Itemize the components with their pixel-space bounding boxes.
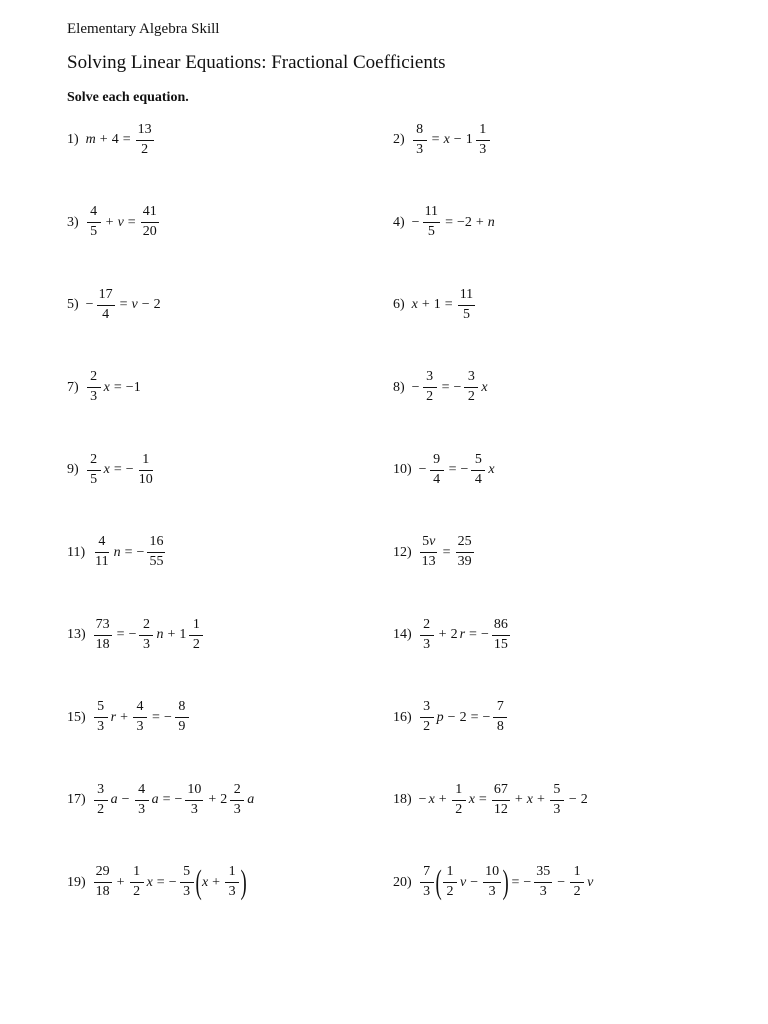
numerator: 1 bbox=[443, 865, 457, 883]
numerator: 10 bbox=[185, 783, 203, 801]
term: − bbox=[460, 462, 469, 477]
denominator: 39 bbox=[457, 554, 472, 569]
numerator: 4 bbox=[95, 535, 109, 553]
numerator: 7 bbox=[493, 700, 507, 718]
operator: − bbox=[557, 874, 566, 890]
operator: − bbox=[447, 709, 456, 725]
operator: + bbox=[421, 297, 430, 312]
numerator: 1 bbox=[570, 865, 584, 883]
numerator: 67 bbox=[492, 783, 510, 801]
fraction bbox=[87, 370, 101, 404]
numerator: 11 bbox=[423, 205, 440, 223]
denominator: 3 bbox=[539, 884, 547, 899]
denominator: 2 bbox=[192, 636, 200, 652]
problem-number: 15) bbox=[67, 709, 86, 725]
fraction bbox=[141, 205, 159, 239]
term: − bbox=[482, 709, 491, 725]
denominator: 3 bbox=[136, 719, 144, 734]
operator: + bbox=[208, 792, 217, 807]
operator: − bbox=[568, 792, 577, 807]
problem-number: 13) bbox=[67, 627, 86, 642]
problem-13 bbox=[67, 605, 205, 665]
fraction bbox=[137, 453, 155, 487]
equation bbox=[411, 370, 489, 404]
denominator: 3 bbox=[233, 801, 241, 817]
problem-20 bbox=[393, 853, 594, 913]
equation bbox=[92, 865, 247, 899]
denominator: 3 bbox=[142, 636, 150, 652]
fraction bbox=[464, 370, 478, 404]
problem-number: 12) bbox=[393, 544, 412, 560]
denominator: 55 bbox=[149, 554, 164, 569]
variable: a bbox=[110, 792, 118, 807]
term: − bbox=[453, 379, 462, 395]
variable: x bbox=[443, 132, 450, 147]
parenthesis: ) bbox=[502, 863, 509, 901]
fraction bbox=[413, 123, 427, 157]
equation bbox=[91, 535, 167, 569]
equation bbox=[418, 618, 512, 652]
denominator: 18 bbox=[95, 884, 110, 899]
fraction bbox=[135, 783, 149, 817]
numerator: 73 bbox=[94, 618, 112, 636]
problem-11 bbox=[67, 523, 167, 583]
operator: = bbox=[124, 544, 133, 560]
fraction bbox=[443, 865, 457, 899]
variable: x bbox=[488, 462, 495, 477]
denominator: 12 bbox=[493, 801, 508, 817]
term: − bbox=[128, 627, 137, 642]
fraction bbox=[94, 783, 108, 817]
term: − bbox=[125, 462, 134, 477]
fraction bbox=[492, 783, 510, 817]
denominator: 3 bbox=[228, 884, 236, 899]
denominator: 5 bbox=[427, 224, 435, 239]
operator: = bbox=[162, 792, 171, 807]
numerator: 8 bbox=[175, 700, 189, 718]
variable: p bbox=[436, 709, 444, 725]
denominator: 5 bbox=[90, 471, 98, 487]
problem-18 bbox=[393, 770, 589, 830]
parenthesis: ( bbox=[195, 863, 202, 901]
fraction bbox=[97, 288, 115, 322]
term: −2 bbox=[456, 214, 472, 230]
variable: n bbox=[487, 214, 495, 230]
numerator: 4 bbox=[135, 783, 149, 801]
fraction bbox=[420, 700, 434, 734]
numerator: 11 bbox=[458, 288, 475, 306]
operator: = bbox=[448, 462, 457, 477]
fraction bbox=[570, 865, 584, 899]
denominator: 3 bbox=[423, 884, 431, 899]
denominator: 2 bbox=[133, 884, 141, 899]
problem-16 bbox=[393, 688, 509, 748]
term: − bbox=[85, 297, 94, 312]
equation bbox=[85, 123, 156, 157]
operator: + bbox=[116, 874, 125, 890]
equation bbox=[411, 205, 496, 239]
numerator: 29 bbox=[94, 865, 112, 883]
denominator: 2 bbox=[455, 801, 463, 817]
problem-number: 9) bbox=[67, 462, 79, 477]
parenthesis: ) bbox=[240, 863, 247, 901]
term: − bbox=[418, 462, 427, 477]
denominator: 8 bbox=[496, 719, 504, 734]
instructions: Solve each equation. bbox=[67, 90, 189, 105]
operator: − bbox=[141, 297, 150, 312]
denominator: 11 bbox=[95, 554, 109, 569]
variable: r bbox=[459, 627, 466, 642]
fraction bbox=[483, 865, 501, 899]
equation bbox=[411, 288, 478, 322]
numerator: 17 bbox=[97, 288, 115, 306]
numerator: 5 bbox=[180, 865, 194, 883]
numerator: 1 bbox=[452, 783, 466, 801]
variable: r bbox=[110, 709, 117, 725]
variable: m bbox=[85, 132, 96, 147]
operator: − bbox=[470, 874, 479, 890]
problem-8 bbox=[393, 358, 489, 418]
operator: = bbox=[127, 214, 136, 230]
fraction bbox=[133, 700, 147, 734]
fraction bbox=[420, 618, 434, 652]
denominator: 3 bbox=[190, 801, 198, 817]
term: 1 bbox=[433, 297, 441, 312]
denominator: 2 bbox=[426, 389, 434, 404]
parenthesis: ( bbox=[435, 863, 442, 901]
denominator: 13 bbox=[421, 554, 436, 569]
problem-number: 7) bbox=[67, 379, 79, 395]
equation bbox=[418, 453, 496, 487]
numerator: 1 bbox=[225, 865, 239, 883]
problem-number: 17) bbox=[67, 792, 86, 807]
equation bbox=[92, 618, 206, 652]
problem-4 bbox=[393, 193, 496, 253]
operator: = bbox=[478, 792, 487, 807]
numerator: 5 bbox=[471, 453, 485, 471]
problem-number: 1) bbox=[67, 132, 79, 147]
variable: x bbox=[428, 792, 435, 807]
variable: x bbox=[201, 874, 209, 890]
variable: x bbox=[411, 297, 418, 312]
variable: v bbox=[117, 214, 124, 230]
fraction bbox=[139, 618, 153, 652]
term: 2 bbox=[450, 627, 458, 642]
equation bbox=[85, 370, 142, 404]
variable: x bbox=[146, 874, 153, 890]
problem-number: 16) bbox=[393, 709, 412, 725]
operator: = bbox=[156, 874, 165, 890]
variable: a bbox=[247, 792, 255, 807]
denominator: 3 bbox=[423, 636, 431, 652]
fraction bbox=[420, 865, 434, 899]
fraction bbox=[130, 865, 144, 899]
numerator: 5 bbox=[550, 783, 564, 801]
denominator: 2 bbox=[423, 719, 431, 734]
fraction bbox=[180, 865, 194, 899]
operator: + bbox=[212, 874, 221, 890]
numerator: 3 bbox=[94, 783, 108, 801]
operator: = bbox=[445, 214, 453, 230]
denominator: 10 bbox=[138, 471, 153, 487]
numerator: 1 bbox=[139, 453, 153, 471]
operator: = bbox=[113, 379, 122, 395]
problem-number: 4) bbox=[393, 214, 405, 230]
operator: = bbox=[116, 627, 125, 642]
denominator: 5 bbox=[90, 224, 98, 239]
denominator: 3 bbox=[416, 141, 424, 157]
operator: = bbox=[441, 379, 450, 395]
term: −1 bbox=[125, 379, 141, 395]
equation bbox=[418, 865, 595, 899]
operator: + bbox=[99, 132, 108, 147]
equation bbox=[411, 123, 492, 157]
variable: v bbox=[587, 874, 594, 890]
equation bbox=[85, 288, 162, 322]
numerator: 7 bbox=[420, 865, 434, 883]
fraction bbox=[471, 453, 485, 487]
numerator: 1 bbox=[130, 865, 144, 883]
numerator: 3 bbox=[420, 700, 434, 718]
operator: + bbox=[120, 709, 129, 725]
denominator: 5 bbox=[462, 306, 470, 322]
operator: + bbox=[167, 627, 176, 642]
fraction bbox=[550, 783, 564, 817]
equation bbox=[418, 700, 510, 734]
denominator: 2 bbox=[467, 389, 475, 404]
denominator: 2 bbox=[141, 141, 149, 157]
fraction bbox=[87, 205, 101, 239]
denominator: 2 bbox=[573, 884, 581, 899]
term: − bbox=[523, 874, 532, 890]
operator: + bbox=[105, 214, 114, 230]
fraction bbox=[493, 700, 507, 734]
numerator: 5v bbox=[420, 535, 437, 553]
denominator: 3 bbox=[488, 884, 496, 899]
problem-9 bbox=[67, 440, 157, 500]
fraction bbox=[492, 618, 510, 652]
variable: x bbox=[103, 379, 110, 395]
problem-number: 5) bbox=[67, 297, 79, 312]
fraction bbox=[230, 783, 244, 817]
problem-12 bbox=[393, 523, 476, 583]
term: 2 bbox=[580, 792, 588, 807]
equation bbox=[85, 205, 161, 239]
denominator: 2 bbox=[446, 884, 454, 899]
operator: + bbox=[438, 627, 447, 642]
worksheet-title: Solving Linear Equations: Fractional Coefficients bbox=[67, 52, 446, 73]
operator: + bbox=[438, 792, 447, 807]
numerator: 8 bbox=[413, 123, 427, 141]
variable: n bbox=[113, 544, 121, 560]
numerator: 2 bbox=[420, 618, 434, 636]
numerator: 4 bbox=[133, 700, 147, 718]
problem-number: 19) bbox=[67, 874, 86, 890]
fraction bbox=[476, 123, 490, 157]
numerator: 41 bbox=[141, 205, 159, 223]
fraction bbox=[147, 535, 165, 569]
denominator: 9 bbox=[178, 719, 186, 734]
operator: = bbox=[444, 297, 453, 312]
numerator: 2 bbox=[139, 618, 153, 636]
problem-number: 2) bbox=[393, 132, 405, 147]
numerator: 2 bbox=[230, 783, 244, 801]
fraction bbox=[456, 535, 474, 569]
numerator: 35 bbox=[534, 865, 552, 883]
variable: x bbox=[526, 792, 533, 807]
problem-6 bbox=[393, 275, 477, 335]
problem-1 bbox=[67, 110, 156, 170]
operator: + bbox=[475, 214, 484, 230]
term: − bbox=[411, 214, 420, 230]
numerator: 3 bbox=[464, 370, 478, 388]
worksheet-header: Elementary Algebra Skill bbox=[67, 21, 220, 37]
denominator: 4 bbox=[433, 471, 441, 487]
operator: = bbox=[119, 297, 128, 312]
problem-19 bbox=[67, 853, 246, 913]
equation bbox=[418, 535, 476, 569]
fraction bbox=[136, 123, 154, 157]
numerator: 25 bbox=[456, 535, 474, 553]
denominator: 3 bbox=[553, 801, 561, 817]
problem-2 bbox=[393, 110, 492, 170]
denominator: 20 bbox=[142, 224, 157, 239]
problem-number: 8) bbox=[393, 379, 405, 395]
term: − bbox=[174, 792, 183, 807]
variable: v bbox=[131, 297, 138, 312]
term: 4 bbox=[111, 132, 119, 147]
numerator: 1 bbox=[476, 123, 490, 141]
equation bbox=[85, 453, 157, 487]
variable: a bbox=[151, 792, 159, 807]
equation bbox=[418, 783, 589, 817]
problem-number: 3) bbox=[67, 214, 79, 230]
fraction bbox=[189, 618, 203, 652]
denominator: 4 bbox=[102, 306, 110, 322]
equation bbox=[92, 783, 256, 817]
term: 1 bbox=[465, 132, 473, 147]
operator: = bbox=[469, 627, 477, 642]
fraction bbox=[423, 370, 437, 404]
denominator: 4 bbox=[474, 471, 482, 487]
numerator: 16 bbox=[147, 535, 165, 553]
variable: x bbox=[468, 792, 475, 807]
problem-10 bbox=[393, 440, 496, 500]
operator: − bbox=[121, 792, 130, 807]
problem-17 bbox=[67, 770, 255, 830]
term: − bbox=[411, 379, 420, 395]
term: − bbox=[418, 792, 427, 807]
fraction bbox=[175, 700, 189, 734]
term: 2 bbox=[153, 297, 161, 312]
problem-7 bbox=[67, 358, 142, 418]
fraction bbox=[87, 453, 101, 487]
variable: v bbox=[460, 874, 467, 890]
term: − bbox=[168, 874, 177, 890]
variable: x bbox=[481, 379, 488, 395]
denominator: 3 bbox=[479, 141, 487, 157]
numerator: 2 bbox=[87, 370, 101, 388]
fraction bbox=[534, 865, 552, 899]
operator: = bbox=[431, 132, 440, 147]
numerator: 4 bbox=[87, 205, 101, 223]
term: 2 bbox=[459, 709, 467, 725]
denominator: 3 bbox=[97, 719, 105, 734]
problem-5 bbox=[67, 275, 162, 335]
denominator: 3 bbox=[90, 389, 98, 404]
fraction bbox=[94, 865, 112, 899]
fraction bbox=[225, 865, 239, 899]
variable: n bbox=[156, 627, 164, 642]
numerator: 1 bbox=[189, 618, 203, 636]
problem-3 bbox=[67, 193, 161, 253]
operator: = bbox=[152, 709, 160, 725]
fraction bbox=[94, 618, 112, 652]
denominator: 15 bbox=[493, 636, 508, 652]
operator: + bbox=[514, 792, 523, 807]
problem-number: 18) bbox=[393, 792, 412, 807]
operator: = bbox=[122, 132, 131, 147]
operator: = bbox=[442, 544, 451, 560]
fraction bbox=[420, 535, 438, 569]
problem-number: 10) bbox=[393, 462, 412, 477]
denominator: 3 bbox=[138, 801, 146, 817]
term: 2 bbox=[220, 792, 228, 807]
problem-number: 11) bbox=[67, 544, 86, 560]
problem-number: 20) bbox=[393, 874, 412, 890]
term: 1 bbox=[179, 627, 187, 642]
problem-14 bbox=[393, 605, 512, 665]
fraction bbox=[430, 453, 444, 487]
problem-15 bbox=[67, 688, 191, 748]
operator: = bbox=[511, 874, 520, 890]
operator: − bbox=[453, 132, 462, 147]
numerator: 2 bbox=[87, 453, 101, 471]
numerator: 5 bbox=[94, 700, 108, 718]
fraction bbox=[185, 783, 203, 817]
equation bbox=[92, 700, 191, 734]
fraction bbox=[94, 700, 108, 734]
operator: = bbox=[113, 462, 122, 477]
variable: x bbox=[103, 462, 110, 477]
fraction bbox=[93, 535, 110, 569]
fraction bbox=[423, 205, 440, 239]
numerator: 10 bbox=[483, 865, 501, 883]
term: − bbox=[136, 544, 145, 560]
operator: = bbox=[470, 709, 479, 725]
term: − bbox=[480, 627, 489, 642]
denominator: 3 bbox=[183, 884, 191, 899]
denominator: 2 bbox=[97, 801, 105, 817]
numerator: 13 bbox=[136, 123, 154, 141]
fraction bbox=[458, 288, 475, 322]
problem-number: 14) bbox=[393, 627, 412, 642]
term: − bbox=[163, 709, 172, 725]
fraction bbox=[452, 783, 466, 817]
problem-number: 6) bbox=[393, 297, 405, 312]
numerator: 86 bbox=[492, 618, 510, 636]
operator: + bbox=[536, 792, 545, 807]
numerator: 3 bbox=[423, 370, 437, 388]
denominator: 18 bbox=[95, 636, 110, 652]
numerator: 9 bbox=[430, 453, 444, 471]
